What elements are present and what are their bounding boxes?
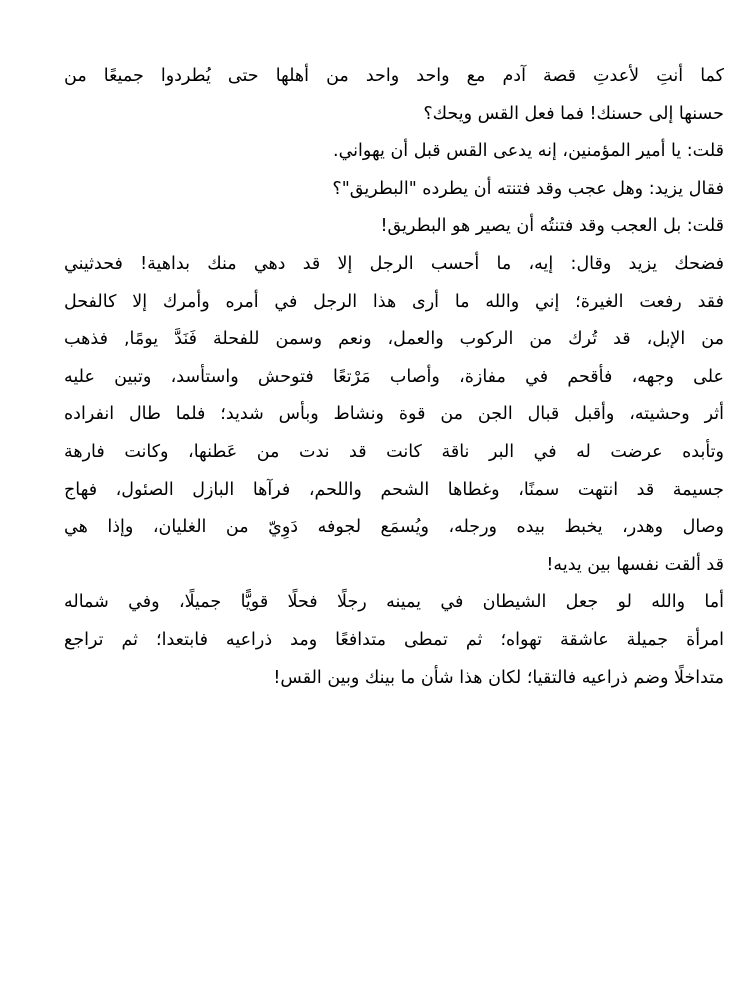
text-line-10: أثر وحشيته، وأقبل قبال الجن من قوة ونشاط وبأس شديد؛ فلما طال انفراده <box>64 404 724 425</box>
text-line-12: جسيمة قد انتهت سمنًا، وغطاها الشحم واللحم، فرآها البازل الصئول، فهاج <box>64 479 724 500</box>
text-line-15: أما والله لو جعل الشيطان في يمينه رجلًا فحلًا قويًّا جميلًا، وفي شماله <box>64 592 724 613</box>
text-line-4: فقال يزيد: وهل عجب وقد فتنته أن يطرده "البطريق"؟ <box>332 178 724 199</box>
text-line-17: متداخلًا وضم ذراعيه فالتقيا؛ لكان هذا شأن ما بينك وبين القس! <box>273 667 724 688</box>
text-line-3: قلت: يا أمير المؤمنين، إنه يدعى القس قبل أن يهواني. <box>333 141 724 162</box>
text-line-8: من الإبل، قد تُرك من الركوب والعمل، ونعم وسمن للفحلة فَنَدَّ يومًا, فذهب <box>64 329 724 350</box>
text-line-11: وتأبده عرضت له في البر ناقة كانت قد ندت من عَطنها، وكانت فارهة <box>64 441 724 462</box>
text-line-13: وصال وهدر، يخبط بيده ورجله، ويُسمَع لجوفه دَوِيّ من الغليان، وإذا هي <box>64 517 724 538</box>
text-line-1: كما أنتِ لأعدتِ قصة آدم مع واحد واحد من أهلها حتى يُطردوا جميعًا من <box>64 66 724 86</box>
document-page <box>64 58 724 697</box>
text-line-7: فقد رفعت الغيرة؛ إني والله ما أرى هذا الرجل في أمره وأمرك إلا كالفحل <box>64 291 724 312</box>
text-line-6: فضحك يزيد وقال: إيه، ما أحسب الرجل إلا قد دهي منك بداهية! فحدثيني <box>64 253 724 274</box>
text-line-9: على وجهه، فأقحم في مفازة، وأصاب مَرْتعًا فتوحش واستأسد، وتبين عليه <box>64 366 724 387</box>
text-line-16: امرأة جميلة عاشقة تهواه؛ ثم تمطى متدافعًا ومد ذراعيه فابتعدا؛ ثم تراجع <box>64 629 724 650</box>
text-line-5: قلت: بل العجب وقد فتنتُه أن يصير هو البطريق! <box>380 216 724 237</box>
text-line-2: حسنها إلى حسنك! فما فعل القس ويحك؟ <box>423 103 724 124</box>
text-line-14: قد ألقت نفسها بين يديه! <box>546 554 724 575</box>
